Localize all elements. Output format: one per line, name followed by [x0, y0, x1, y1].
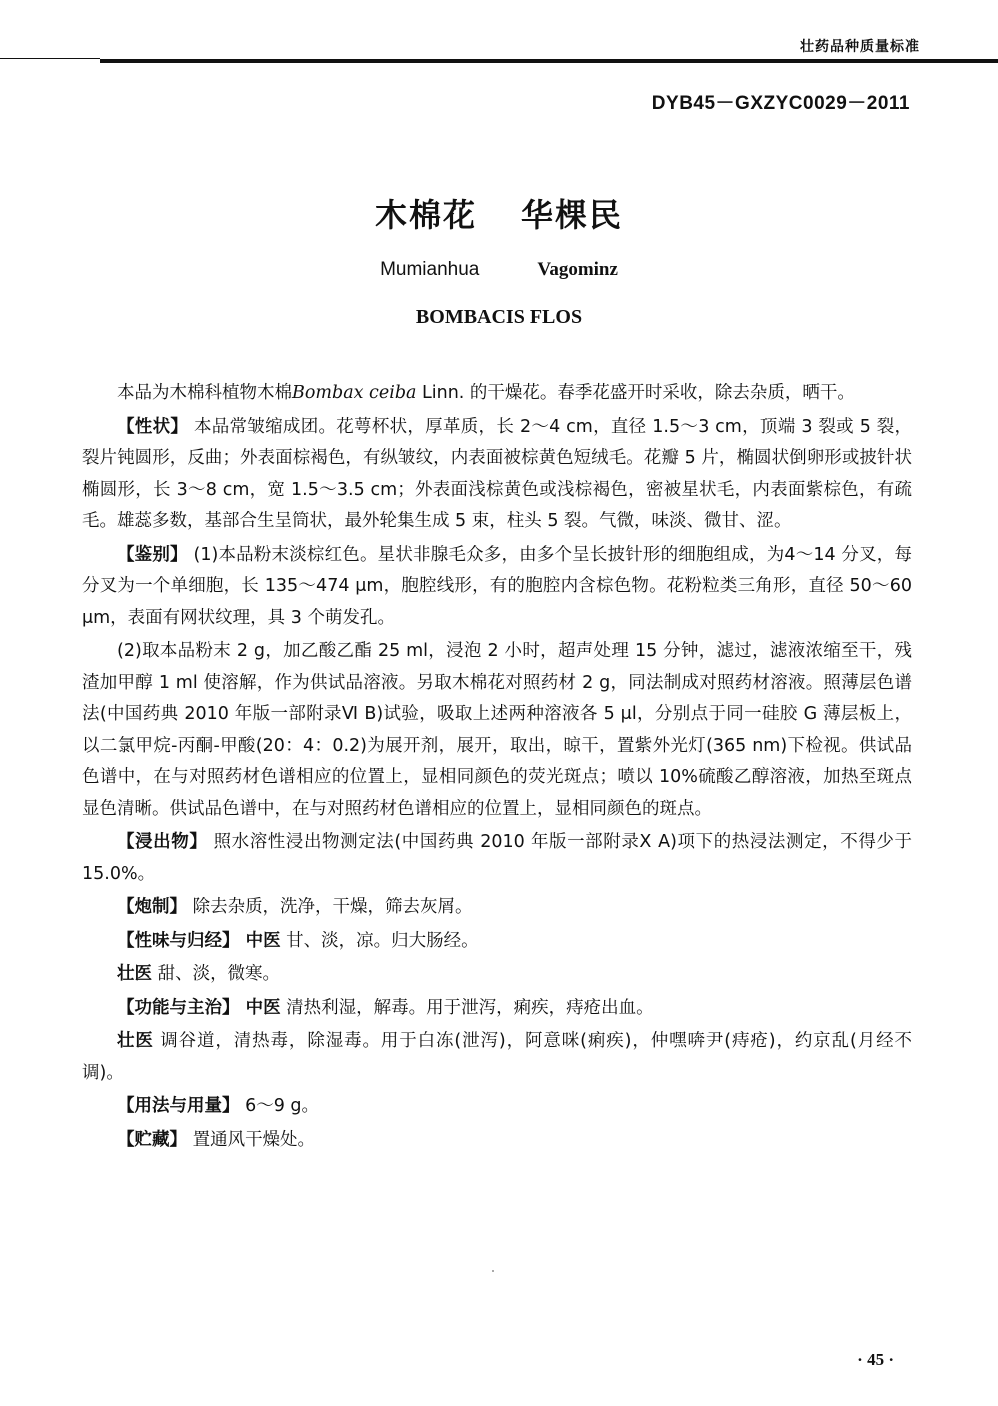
section-label: 【功能与主治】 中医: [117, 997, 281, 1018]
section-gongneng-zhuang: 壮医 调谷道，清热毒，除湿毒。用于白冻(泄泻)，阿意咪(痢疾)，仲嘿喯尹(痔疮)，约京乱(月经不调)。: [82, 1031, 913, 1083]
scan-speck: [492, 1270, 494, 1272]
section-label: 【性状】: [117, 416, 189, 437]
section-xingzhuang: 【性状】 本品常皱缩成团。花萼杯状，厚革质，长 2～4 cm，直径 1.5～3 cm，顶端 3 裂或 5 裂，裂片钝圆形，反曲；外表面棕褐色，有纵皱纹，内表面被棕黄色短绒毛。花瓣 5 片，椭圆状倒卵形或披针状椭圆形，长 3～8 cm，宽 1.5～3.5 cm；外表面浅棕黄色或浅棕褐色，密被星状毛，内表面紫棕色，有疏毛。雄蕊多数，基部合生呈筒状，最外轮集生成 5 束，柱头 5 裂。气微，味淡、微甘、涩。: [82, 416, 912, 531]
section-zhucang: 【贮藏】 置通风干燥处。: [117, 1129, 316, 1150]
page-number: · 45 ·: [857, 1350, 894, 1369]
latin-name: BOMBACIS FLOS: [415, 306, 583, 328]
pinyin-chinese: Mumianhua: [380, 259, 480, 280]
section-xingwei-zhuang: 壮医 甜、淡，微寒。: [117, 964, 281, 984]
page-title: [0, 190, 998, 236]
title-zhuang: 华棵民: [521, 196, 624, 234]
intro-paragraph: 本品为木棉科植物木棉Bombax ceiba Linn. 的干燥花。春季花盛开时采收，除去杂质，晒干。: [117, 383, 855, 403]
section-label: 【浸出物】: [117, 832, 208, 852]
section-jinchuwu: 【浸出物】 照水溶性浸出物测定法(中国药典 2010 年版一部附录Ⅹ A)项下的热浸法测定，不得少于 15.0%。: [82, 832, 913, 884]
section-label: 【贮藏】: [117, 1129, 187, 1150]
section-jianbie: 【鉴别】 (1)本品粉末淡棕红色。星状非腺毛众多，由多个呈长披针形的细胞组成，为4～14 分叉，每分叉为一个单细胞，长 135～474 μm，胞腔线形，有的胞腔内含棕色物。花粉粒类三角形，直径 50～60 μm，表面有网状纹理，具 3 个萌发孔。: [82, 544, 912, 628]
section-gongneng: 【功能与主治】 中医 清热利湿，解毒。用于泄泻，痢疾，痔疮出血。: [117, 997, 654, 1018]
section-label: 壮医: [117, 964, 152, 984]
title-chinese: 木棉花: [374, 196, 477, 234]
species-name: Bombax ceiba: [292, 383, 417, 403]
running-title: 壮药品种质量标准: [800, 39, 920, 55]
section-jianbie-2: (2)取本品粉末 2 g，加乙酸乙酯 25 ml，浸泡 2 小时，超声处理 15 分钟，滤过，滤液浓缩至干，残渣加甲醇 1 ml 使溶解，作为供试品溶液。另取木棉花对照药材 2 g，同法制成对照药材溶液。照薄层色谱法(中国药典 2010 年版一部附录Ⅵ B)试验，吸取上述两种溶液各 5 μl，分别点于同一硅胶 G 薄层板上，以二氯甲烷-丙酮-甲酸(20：4：0.2)为展开剂，展开，取出，晾干，置紫外光灯(365 nm)下检视。供试品色谱中，在与对照药材色谱相应的位置上，显相同颜色的荧光斑点；喷以 10%硫酸乙醇溶液，加热至斑点显色清晰。供试品色谱中，在与对照药材色谱相应的位置上，显相同颜色的斑点。: [82, 641, 912, 819]
running-header: [0, 0, 998, 66]
section-paozhi: 【炮制】 除去杂质，洗净，干燥，筛去灰屑。: [117, 897, 473, 917]
monograph-body: [82, 378, 912, 1158]
section-label: 壮医: [117, 1031, 154, 1051]
pinyin-zhuang: Vagominz: [537, 259, 618, 280]
section-label: 【用法与用量】: [117, 1096, 240, 1116]
section-label: 【炮制】: [117, 897, 187, 917]
header-thin-rule: [0, 58, 100, 59]
section-label: 【鉴别】: [117, 544, 188, 565]
section-yongfa: 【用法与用量】 6～9 g。: [117, 1096, 320, 1116]
document-number: DYB45－GXZYC0029－2011: [651, 93, 910, 114]
header-rule: [100, 59, 998, 63]
section-xingwei: 【性味与归经】 中医 甘、淡，凉。归大肠经。: [117, 930, 479, 951]
pinyin-line: [0, 258, 998, 281]
section-label: 【性味与归经】 中医: [117, 930, 281, 951]
